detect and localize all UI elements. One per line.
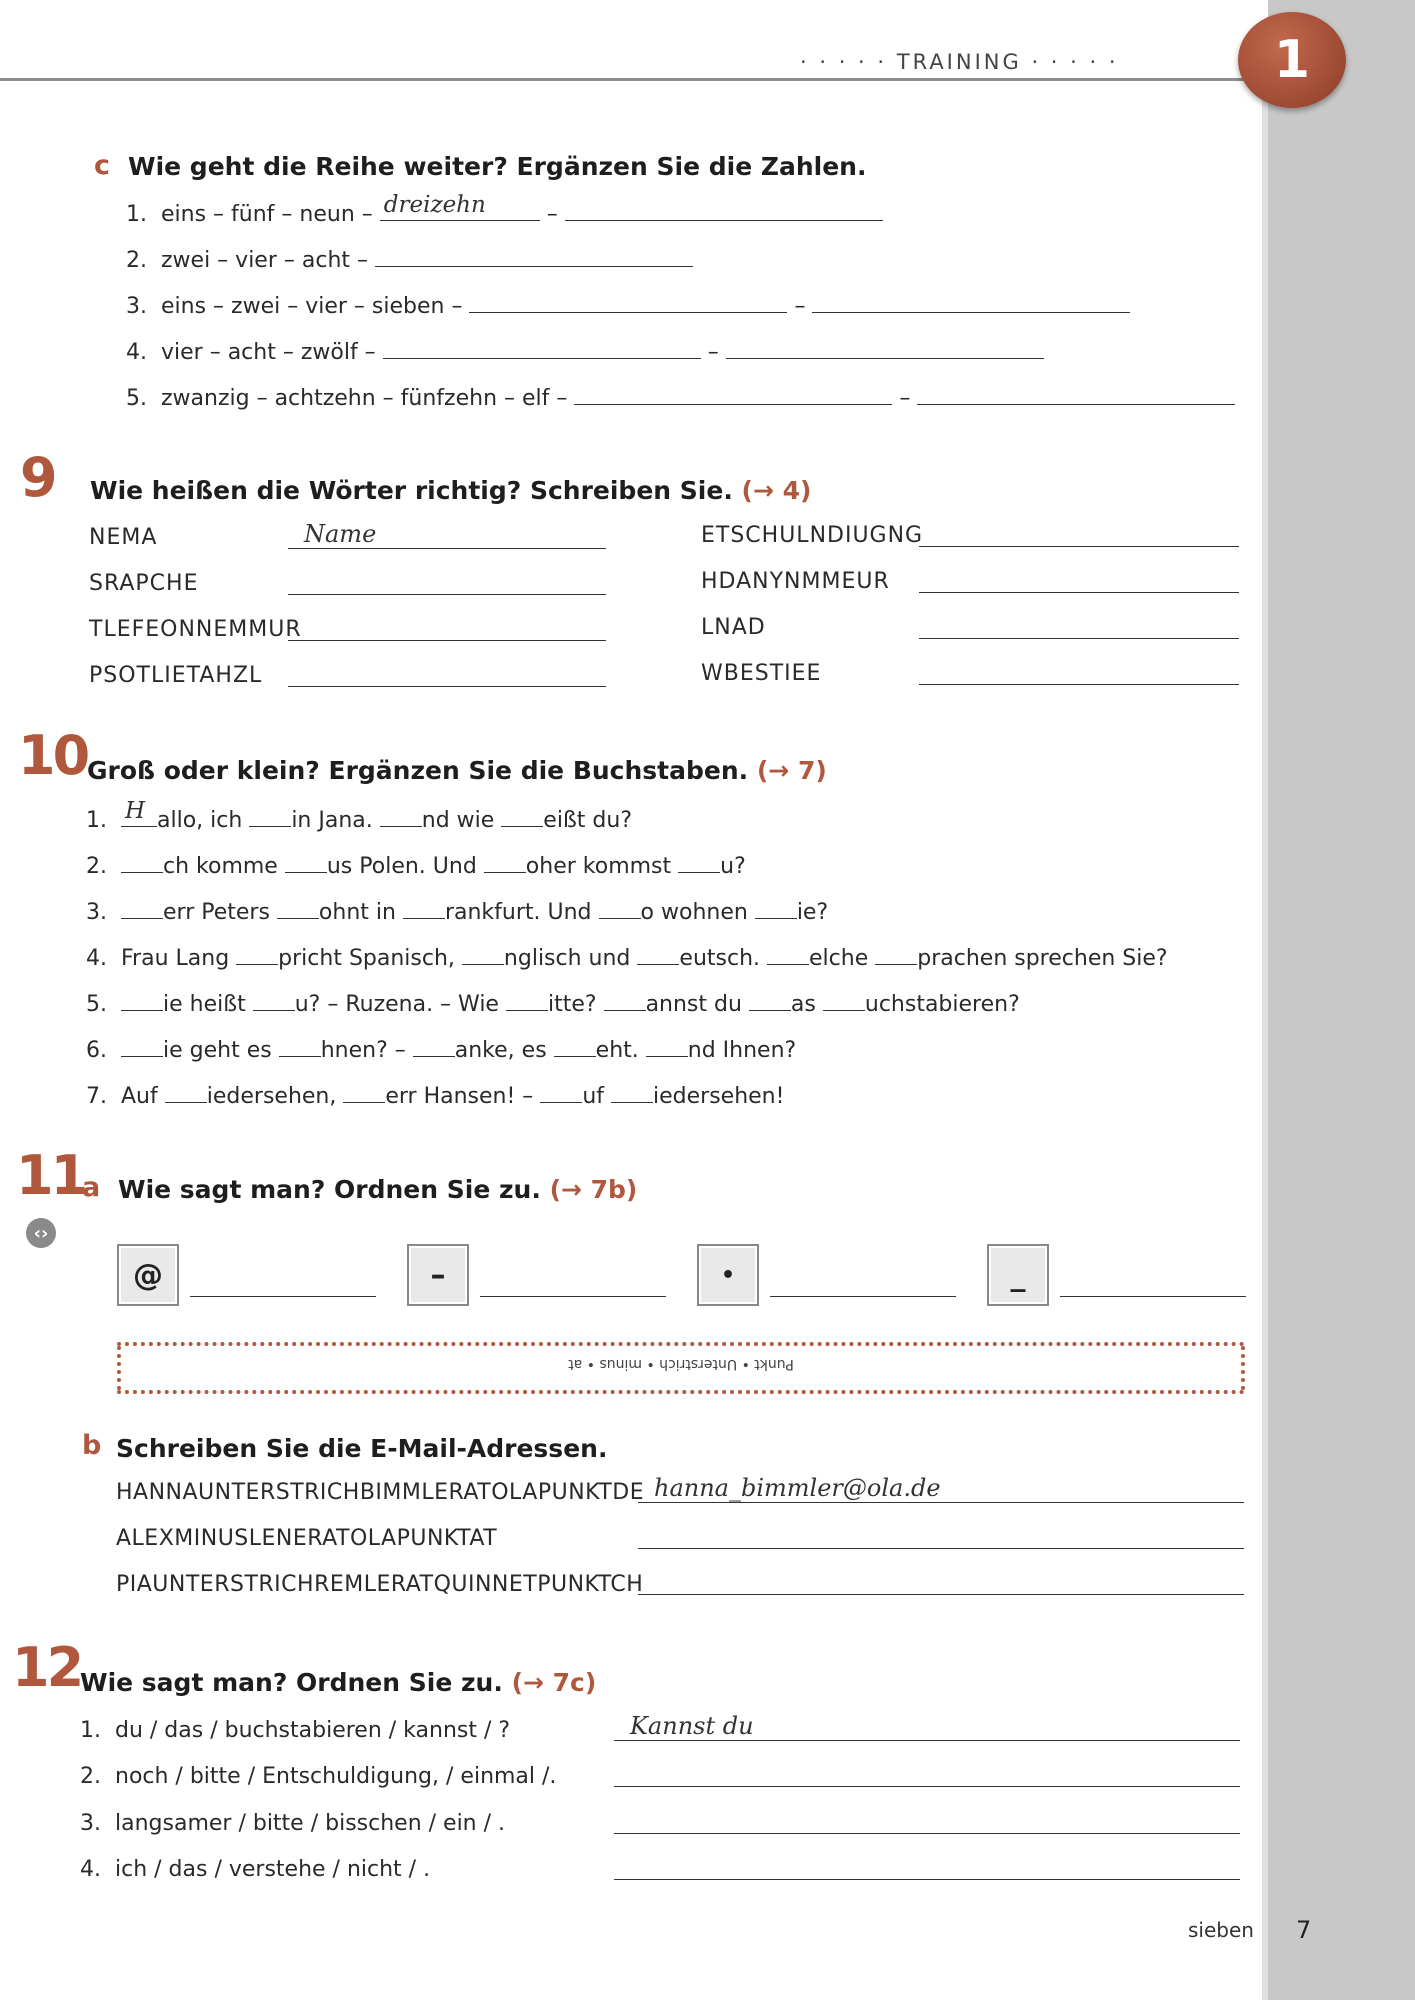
sentence-6 xyxy=(86,1034,796,1063)
text-part: elche xyxy=(809,946,869,971)
answer-handwritten: hanna_bimmler@ola.de xyxy=(654,1474,941,1502)
letter-blank[interactable] xyxy=(121,896,163,919)
phrase-4 xyxy=(80,1857,430,1882)
exercise-number-9: 9 xyxy=(20,446,55,509)
item-number: 4. xyxy=(126,340,147,365)
letter-blank[interactable] xyxy=(637,942,679,965)
email-spelled: ALEXMINUSLENERATOLAPUNKTAT xyxy=(116,1526,498,1551)
exercise-9-title xyxy=(90,476,811,505)
letter-blank[interactable] xyxy=(236,942,278,965)
answer-handwritten: dreizehn xyxy=(383,192,486,218)
text-part: pricht Spanisch, xyxy=(278,946,455,971)
symbol-minus: – xyxy=(407,1244,469,1306)
answer-handwritten: H xyxy=(125,798,146,824)
text-part: hnen? – xyxy=(320,1038,406,1063)
item-number: 7. xyxy=(86,1084,107,1109)
letter-blank[interactable] xyxy=(484,850,526,873)
sequence-text: zwanzig – achtzehn – fünfzehn – elf – xyxy=(161,386,568,411)
letter-blank[interactable] xyxy=(249,804,291,827)
letter-blank[interactable] xyxy=(678,850,720,873)
phrase-3 xyxy=(80,1811,505,1836)
answer-line[interactable] xyxy=(614,1807,1240,1834)
answer-line[interactable] xyxy=(919,658,1239,685)
answer-blank[interactable] xyxy=(812,290,1130,313)
text-part: eutsch. xyxy=(679,946,761,971)
text-part: prachen sprechen Sie? xyxy=(917,946,1168,971)
exercise-11a-title xyxy=(118,1175,637,1204)
email-spelled: HANNAUNTERSTRICHBIMMLERATOLAPUNKTDE xyxy=(116,1480,645,1505)
letter-blank[interactable] xyxy=(540,1080,582,1103)
reference: (→ 7b) xyxy=(549,1175,638,1204)
item-number: 5. xyxy=(126,386,147,411)
item-number: 5. xyxy=(86,992,107,1017)
letter-blank[interactable] xyxy=(121,850,163,873)
item-number: 3. xyxy=(86,900,107,925)
answer-blank[interactable] xyxy=(917,382,1235,405)
letter-blank[interactable] xyxy=(285,850,327,873)
answer-line[interactable] xyxy=(919,520,1239,547)
item-number: 2. xyxy=(86,854,107,879)
text-part: o wohnen xyxy=(640,900,748,925)
sequence-1 xyxy=(126,192,883,227)
item-number: 4. xyxy=(86,946,107,971)
letter-blank[interactable] xyxy=(604,988,646,1011)
letter-blank[interactable] xyxy=(646,1034,688,1057)
text-part: eißt du? xyxy=(543,808,633,833)
exercise-10-title xyxy=(87,756,827,785)
answer-line[interactable] xyxy=(190,1270,376,1297)
scrambled-word: LNAD xyxy=(701,615,766,640)
exercise-number-10: 10 xyxy=(18,724,88,787)
exercise-number-11: 11 xyxy=(16,1144,86,1207)
sentence-5 xyxy=(86,988,1020,1017)
answer-line[interactable] xyxy=(288,568,606,595)
text-part: oher kommst xyxy=(525,854,672,879)
exercise-c-title: Wie geht die Reihe weiter? Ergänzen Sie die Zahlen. xyxy=(128,152,867,181)
exercise-12-title xyxy=(80,1668,596,1697)
sequence-5 xyxy=(126,382,1235,411)
letter-blank[interactable] xyxy=(749,988,791,1011)
item-number: 1. xyxy=(80,1718,101,1743)
title-text: Wie heißen die Wörter richtig? Schreiben Sie. xyxy=(90,476,733,505)
letter-blank[interactable] xyxy=(253,988,295,1011)
text-part: eht. xyxy=(595,1038,639,1063)
dash: – xyxy=(707,340,719,365)
email-spelled: PIAUNTERSTRICHREMLERATQUINNETPUNKTCH xyxy=(116,1572,644,1597)
letter-blank[interactable] xyxy=(279,1034,321,1057)
letter-blank[interactable] xyxy=(755,896,797,919)
text-part: ie? xyxy=(796,900,829,925)
answer-line[interactable] xyxy=(614,1760,1240,1787)
scrambled-word: SRAPCHE xyxy=(89,571,199,596)
sequence-text: zwei – vier – acht – xyxy=(161,248,369,273)
title-text: Wie sagt man? Ordnen Sie zu. xyxy=(118,1175,541,1204)
answer-blank[interactable] xyxy=(380,192,540,221)
letter-blank[interactable] xyxy=(501,804,543,827)
text-part: iedersehen! xyxy=(653,1084,785,1109)
letter-blank[interactable] xyxy=(823,988,865,1011)
answer-handwritten: Kannst du xyxy=(630,1712,754,1740)
header-rule xyxy=(0,78,1268,81)
letter-blank[interactable] xyxy=(611,1080,653,1103)
answer-blank[interactable] xyxy=(726,336,1044,359)
answer-line[interactable] xyxy=(919,566,1239,593)
text-part: err Hansen! – xyxy=(385,1084,534,1109)
sequence-2 xyxy=(126,244,693,273)
answer-blank[interactable] xyxy=(574,382,892,405)
answer-blank[interactable] xyxy=(469,290,787,313)
sentence-1 xyxy=(86,798,633,833)
sequence-text: eins – zwei – vier – sieben – xyxy=(161,294,463,319)
letter-blank[interactable] xyxy=(121,988,163,1011)
scrambled-word: TLEFEONNEMMUR xyxy=(89,617,302,642)
sequence-text: vier – acht – zwölf – xyxy=(161,340,376,365)
text-part: nd Ihnen? xyxy=(687,1038,797,1063)
part-letter-a: a xyxy=(82,1172,101,1203)
text-part: ohnt in xyxy=(318,900,396,925)
text-part: u? – Ruzena. – Wie xyxy=(294,992,499,1017)
letter-blank[interactable] xyxy=(599,896,641,919)
text-part: annst du xyxy=(645,992,742,1017)
scrambled-word: NEMA xyxy=(89,525,158,550)
text-part: Auf xyxy=(121,1084,158,1109)
text-part: nd wie xyxy=(421,808,495,833)
text-part: u? xyxy=(720,854,746,879)
page-number: 7 xyxy=(1296,1916,1312,1944)
dash: – xyxy=(546,202,558,227)
letter-blank[interactable] xyxy=(121,1034,163,1057)
letter-blank[interactable] xyxy=(554,1034,596,1057)
symbol-underscore: _ xyxy=(987,1244,1049,1306)
symbol-dot: • xyxy=(697,1244,759,1306)
text-part: iedersehen, xyxy=(206,1084,337,1109)
reference: (→ 7) xyxy=(756,756,827,785)
letter-blank[interactable] xyxy=(121,798,157,827)
word-box xyxy=(117,1342,1245,1394)
letter-blank[interactable] xyxy=(165,1080,207,1103)
item-number: 4. xyxy=(80,1857,101,1882)
title-text: Groß oder klein? Ergänzen Sie die Buchstaben. xyxy=(87,756,749,785)
answer-line[interactable] xyxy=(614,1714,1240,1741)
sentence-3 xyxy=(86,896,828,925)
dash: – xyxy=(899,386,911,411)
page-word: sieben xyxy=(1188,1918,1254,1942)
scrambled-word: PSOTLIETAHZL xyxy=(89,663,263,688)
text-part: uchstabieren? xyxy=(864,992,1020,1017)
answer-blank[interactable] xyxy=(375,244,693,267)
text-part: rankfurt. Und xyxy=(444,900,592,925)
letter-blank[interactable] xyxy=(506,988,548,1011)
scrambled-word: ETSCHULNDIUGNG xyxy=(701,523,924,548)
word-box-text: Punkt • Unterstrich • minus • at xyxy=(568,1356,794,1372)
letter-blank[interactable] xyxy=(413,1034,455,1057)
item-number: 3. xyxy=(126,294,147,319)
letter-blank[interactable] xyxy=(403,896,445,919)
letter-blank[interactable] xyxy=(767,942,809,965)
sentence-7 xyxy=(86,1080,784,1109)
reference: (→ 4) xyxy=(741,476,812,505)
item-number: 3. xyxy=(80,1811,101,1836)
answer-line[interactable] xyxy=(638,1522,1244,1549)
letter-blank[interactable] xyxy=(462,942,504,965)
letter-blank[interactable] xyxy=(875,942,917,965)
scrambled-word: HDANYNMMEUR xyxy=(701,569,890,594)
text-part: us Polen. Und xyxy=(326,854,477,879)
answer-line[interactable] xyxy=(614,1853,1240,1880)
text-part: ie heißt xyxy=(163,992,246,1017)
phrase-text: noch / bitte / Entschuldigung, / einmal /. xyxy=(115,1764,557,1789)
text-part: ch komme xyxy=(163,854,278,879)
sequence-4 xyxy=(126,336,1044,365)
answer-line[interactable] xyxy=(638,1476,1244,1503)
letter-blank[interactable] xyxy=(277,896,319,919)
item-number: 2. xyxy=(80,1764,101,1789)
sentence-2 xyxy=(86,850,746,879)
part-letter-c: c xyxy=(94,150,111,181)
phrase-text: ich / das / verstehe / nicht / . xyxy=(115,1857,431,1882)
letter-blank[interactable] xyxy=(380,804,422,827)
answer-line[interactable] xyxy=(480,1270,666,1297)
text-part: as xyxy=(790,992,816,1017)
answer-line[interactable] xyxy=(919,612,1239,639)
answer-line[interactable] xyxy=(288,522,606,549)
item-number: 2. xyxy=(126,248,147,273)
letter-blank[interactable] xyxy=(343,1080,385,1103)
item-number: 6. xyxy=(86,1038,107,1063)
text-part: anke, es xyxy=(454,1038,547,1063)
answer-blank[interactable] xyxy=(565,198,883,221)
item-number: 1. xyxy=(126,202,147,227)
item-number: 1. xyxy=(86,808,107,833)
answer-line[interactable] xyxy=(770,1270,956,1297)
text-part: nglisch und xyxy=(503,946,631,971)
text-part: err Peters xyxy=(163,900,270,925)
reference: (→ 7c) xyxy=(511,1668,597,1697)
chapter-badge: 1 xyxy=(1238,12,1346,108)
dash: – xyxy=(794,294,806,319)
text-part: Frau Lang xyxy=(121,946,230,971)
symbol-at: @ xyxy=(117,1244,179,1306)
sequence-3 xyxy=(126,290,1130,319)
phrase-text: langsamer / bitte / bisschen / ein / . xyxy=(115,1811,506,1836)
part-letter-b: b xyxy=(82,1430,102,1461)
title-text: Wie sagt man? Ordnen Sie zu. xyxy=(80,1668,503,1697)
sentence-4 xyxy=(86,942,1168,971)
text-part: ie geht es xyxy=(163,1038,272,1063)
sequence-text: eins – fünf – neun – xyxy=(161,202,373,227)
exercise-number-12: 12 xyxy=(12,1636,82,1699)
phrase-2 xyxy=(80,1764,556,1789)
section-label: · · · · · TRAINING · · · · · xyxy=(800,50,1119,74)
answer-line[interactable] xyxy=(638,1568,1244,1595)
phrase-1 xyxy=(80,1718,510,1743)
side-margin xyxy=(1268,0,1415,2000)
answer-handwritten: Name xyxy=(304,520,377,548)
text-part: uf xyxy=(582,1084,605,1109)
answer-blank[interactable] xyxy=(383,336,701,359)
exercise-11b-title: Schreiben Sie die E-Mail-Adressen. xyxy=(116,1434,608,1463)
page-edge xyxy=(1262,80,1268,2000)
answer-line[interactable] xyxy=(1060,1270,1246,1297)
answer-line[interactable] xyxy=(288,660,606,687)
scrambled-word: WBESTIEE xyxy=(701,661,822,686)
text-part: in Jana. xyxy=(291,808,373,833)
phrase-text: du / das / buchstabieren / kannst / ? xyxy=(115,1718,511,1743)
text-part: allo, ich xyxy=(157,808,243,833)
answer-line[interactable] xyxy=(288,614,606,641)
text-part: itte? xyxy=(547,992,597,1017)
nav-arrows-icon[interactable]: ‹› xyxy=(26,1218,56,1248)
